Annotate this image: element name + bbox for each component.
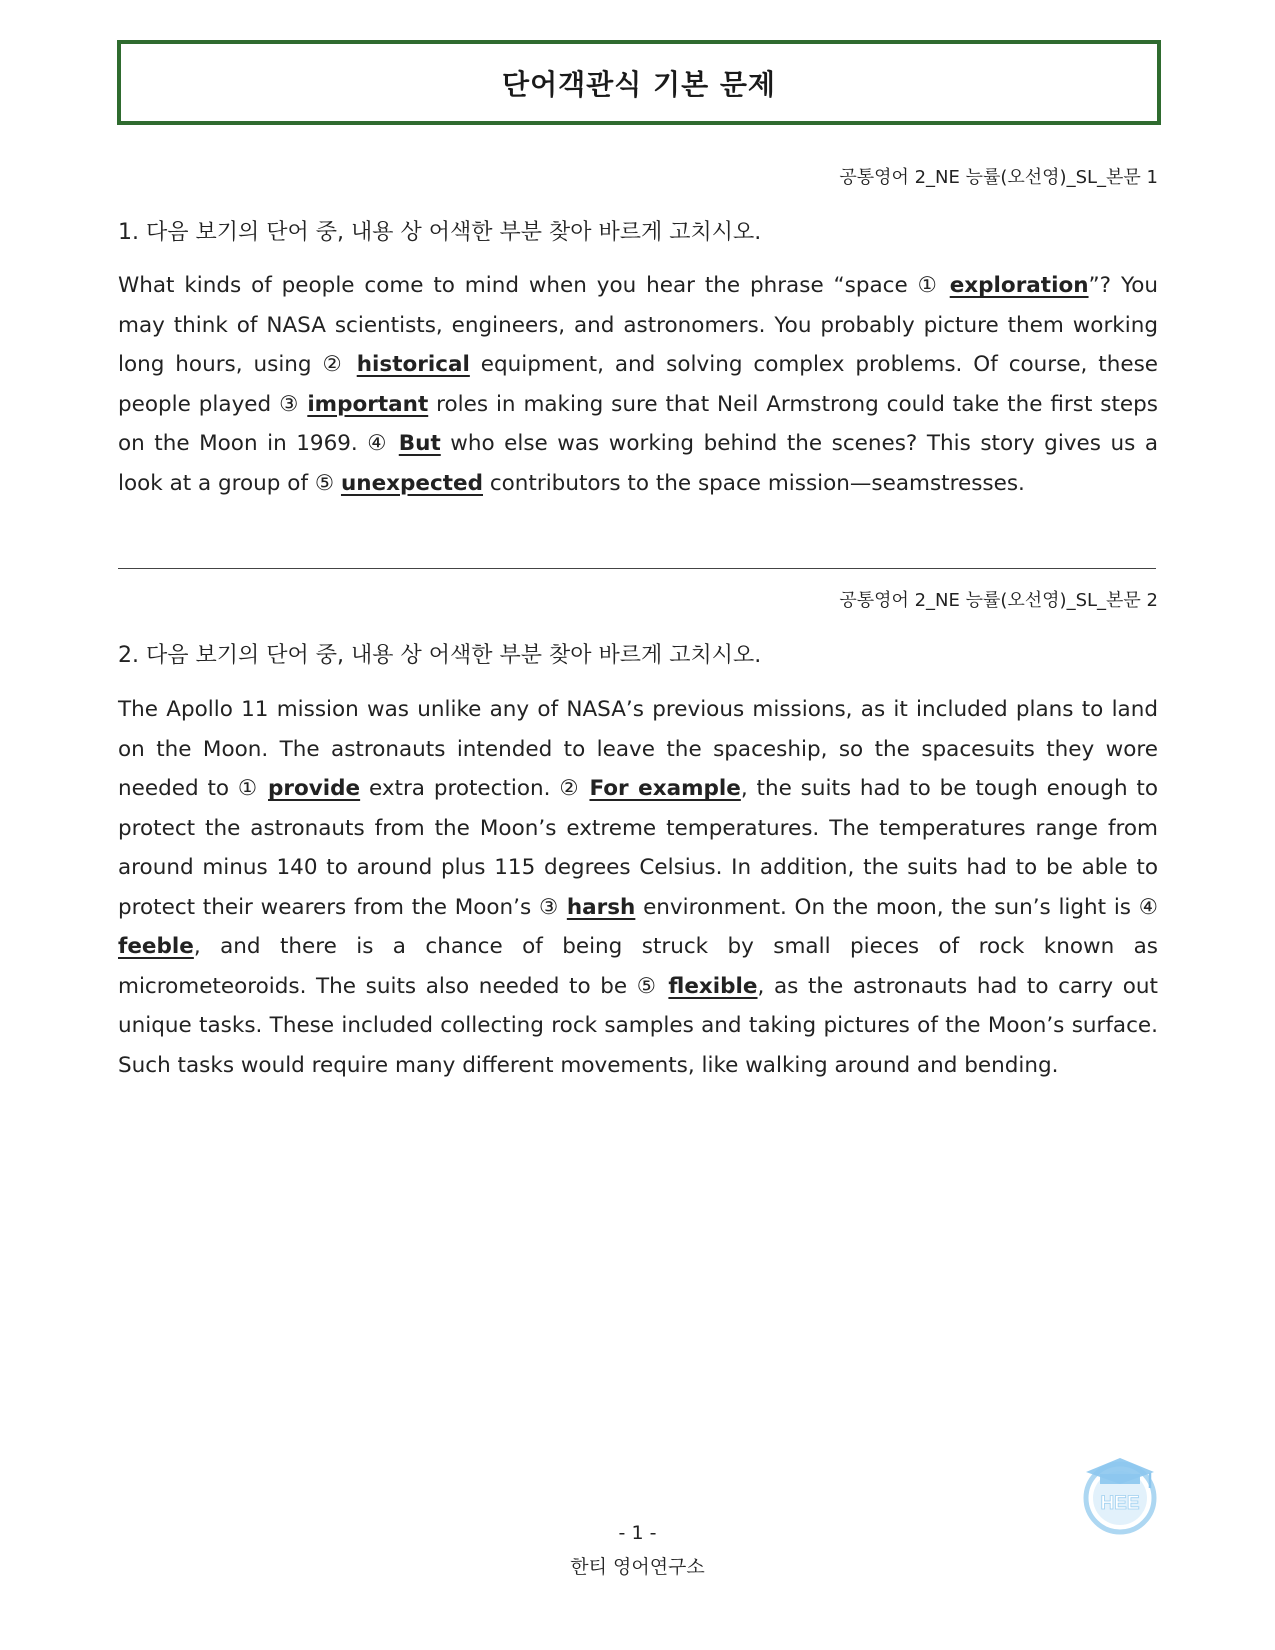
question-2-prompt: 2. 다음 보기의 단어 중, 내용 상 어색한 부분 찾아 바르게 고치시오. xyxy=(118,643,762,668)
question-1-prompt: 1. 다음 보기의 단어 중, 내용 상 어색한 부분 찾아 바르게 고치시오. xyxy=(118,220,762,245)
passage-text: , the suits had to be tough enough to protect the astronauts from the Moon’s extreme temperatures. The temperatures range from around minus 140 to around plus 115 degrees Celsius. In addition, the suits had to be able to protect their wearers from the Moon’s ③ xyxy=(118,776,1159,920)
page-number: - 1 - xyxy=(618,1522,657,1544)
passage-text: , and there is a chance of being struck by small pieces of rock known as micrometeoroids. The suits also needed to be ⑤ xyxy=(118,934,1158,999)
question-2-source: 공통영어 2_NE 능률(오선영)_SL_본문 2 xyxy=(839,590,1158,611)
choice-word-4: feeble xyxy=(118,934,194,959)
question-2-passage xyxy=(118,690,1158,1085)
title-box xyxy=(117,40,1161,125)
separator-line xyxy=(118,568,1156,569)
passage-text: The Apollo 11 mission was unlike any of NASA’s previous missions, as it included plans to land on the Moon. The astronauts intended to leave the spaceship, so the spacesuits they wore needed to ① xyxy=(118,697,1158,801)
question-1-source: 공통영어 2_NE 능률(오선영)_SL_본문 1 xyxy=(839,167,1158,188)
choice-word-3: important xyxy=(307,391,429,417)
footer-text: 한티 영어연구소 xyxy=(570,1556,705,1578)
choice-word-2: For example xyxy=(589,776,741,801)
choice-word-1: provide xyxy=(268,776,361,801)
passage-text: extra protection. ② xyxy=(360,776,590,801)
choice-word-3: harsh xyxy=(566,894,636,920)
question-1-passage xyxy=(118,266,1158,503)
choice-word-1: exploration xyxy=(949,273,1089,298)
choice-word-5: flexible xyxy=(668,973,758,999)
passage-text: equipment, and solving complex problems. Of course, these people played ③ xyxy=(118,352,1159,417)
passage-text: ”? You may think of NASA scientists, engineers, and astronomers. You probably picture them working long hours, using ② xyxy=(118,273,1159,377)
passage-text: who else was working behind the scenes? This story gives us a look at a group of ⑤ xyxy=(118,431,1158,496)
page-title: 단어객관식 기본 문제 xyxy=(502,67,776,101)
passage-text: roles in making sure that Neil Armstrong could take the first steps on the Moon in 1969. ④ xyxy=(118,391,1158,456)
choice-word-2: historical xyxy=(356,352,470,377)
passage-text: , as the astronauts had to carry out unique tasks. These included collecting rock samples and taking pictures of the Moon’s surface. Such tasks would require many different movements, like walking around and bending. xyxy=(118,973,1158,1078)
passage-text: environment. On the moon, the sun’s light is ④ xyxy=(635,894,1158,920)
passage-text: contributors to the space mission—seamstresses. xyxy=(483,470,1025,496)
choice-word-5: unexpected xyxy=(340,470,483,496)
choice-word-4: But xyxy=(398,431,441,456)
logo-text: HEE xyxy=(1100,1493,1140,1514)
passage-text: What kinds of people come to mind when you hear the phrase “space ① xyxy=(118,273,950,298)
